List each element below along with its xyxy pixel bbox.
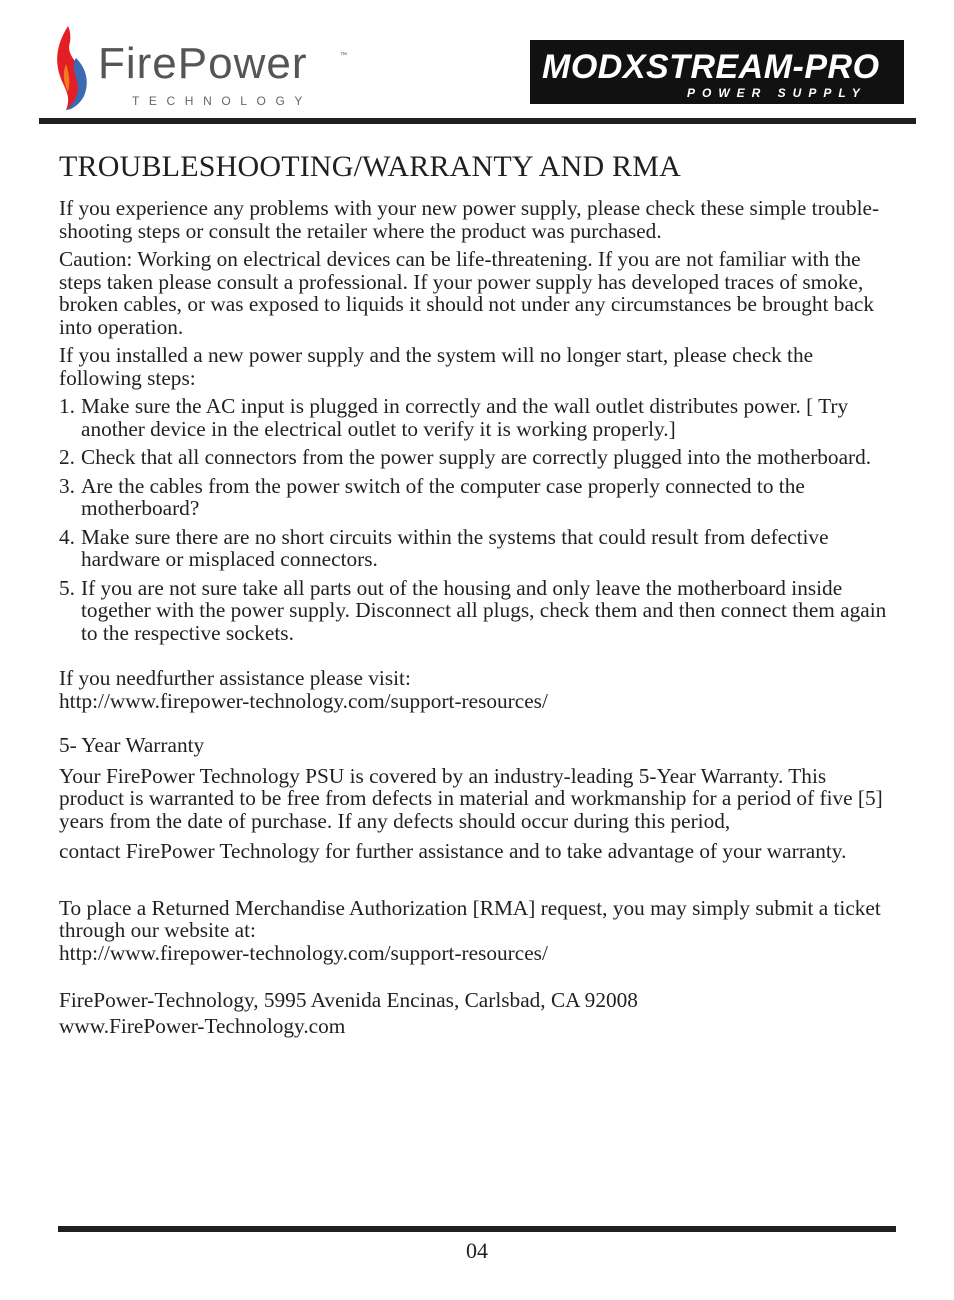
step-number: 1. — [59, 394, 75, 418]
modxstream-logo — [530, 40, 904, 104]
list-item — [59, 446, 889, 469]
trademark-mark: ™ — [340, 52, 347, 59]
footer-rule — [58, 1226, 896, 1232]
intro-paragraph: If you experience any problems with your new power supply, please check these simple trouble-shooting steps or consult the retailer where the product was purchased. — [59, 196, 880, 243]
page-number: 04 — [466, 1238, 488, 1263]
firepower-logo — [52, 24, 362, 114]
rma-paragraph: To place a Returned Merchandise Authorization [RMA] request, you may simply submit a ticket through our website at: — [59, 895, 881, 942]
main-content — [59, 150, 889, 1037]
product-logo-graphic — [530, 40, 904, 104]
troubleshooting-steps — [59, 395, 889, 644]
list-item — [59, 475, 889, 520]
step-text: Make sure there are no short circuits within the systems that could result from defective hardware or misplaced connectors. — [81, 524, 829, 571]
list-item — [59, 395, 889, 440]
caution-paragraph: Caution: Working on electrical devices can be life-threatening. If you are not familiar with the steps taken please consult a professional. If your power supply has developed traces of smoke, broken cables, or was exposed to liquids it should not under any circumstances be brought back into operation. — [59, 247, 875, 339]
page-header — [0, 0, 954, 125]
product-name: MODXSTREAM-PRO — [542, 48, 880, 86]
step-text: Are the cables from the power switch of the computer case properly connected to the motherboard? — [81, 473, 805, 520]
step-text: Make sure the AC input is plugged in correctly and the wall outlet distributes power. [ Try another device in the electrical outlet to verify it is working properly.] — [81, 394, 849, 441]
warranty-heading: 5- Year Warranty — [59, 733, 205, 757]
warranty-contact-paragraph: contact FirePower Technology for further assistance and to take advantage of your warranty. — [59, 839, 847, 863]
steps-intro: If you installed a new power supply and the system will no longer start, please check the following steps: — [59, 343, 814, 390]
step-number: 3. — [59, 473, 75, 498]
brand-name: FirePower — [98, 39, 308, 88]
company-website[interactable]: www.FirePower-Technology.com — [59, 1013, 346, 1038]
header-rule — [39, 118, 916, 124]
list-item — [59, 577, 889, 645]
assistance-text: If you needfurther assistance please visit: — [59, 666, 411, 690]
step-number: 4. — [59, 524, 75, 549]
flame-icon — [52, 24, 96, 112]
product-subtitle: POWER SUPPLY — [687, 86, 867, 100]
warranty-paragraph: Your FirePower Technology PSU is covered by an industry-leading 5-Year Warranty. This product is warranted to be free from defects in material and workmanship for a period of five [5] years from the date of purchase. If any defects should occur during this period, — [59, 763, 883, 833]
step-number: 2. — [59, 445, 75, 469]
step-number: 5. — [59, 575, 75, 600]
support-link[interactable]: http://www.firepower-technology.com/support-resources/ — [59, 688, 548, 713]
page-title: TROUBLESHOOTING/WARRANTY AND RMA — [59, 150, 681, 183]
step-text: If you are not sure take all parts out of the housing and only leave the motherboard inside together with the power supply. Disconnect all plugs, check them and then connect them again to the respective sockets. — [81, 575, 887, 645]
list-item — [59, 526, 889, 571]
rma-link[interactable]: http://www.firepower-technology.com/support-resources/ — [59, 940, 548, 965]
brand-subtitle: TECHNOLOGY — [132, 94, 313, 108]
company-address: FirePower-Technology, 5995 Avenida Encinas, Carlsbad, CA 92008 — [59, 988, 638, 1012]
step-text: Check that all connectors from the power supply are correctly plugged into the motherboard. — [81, 445, 872, 469]
